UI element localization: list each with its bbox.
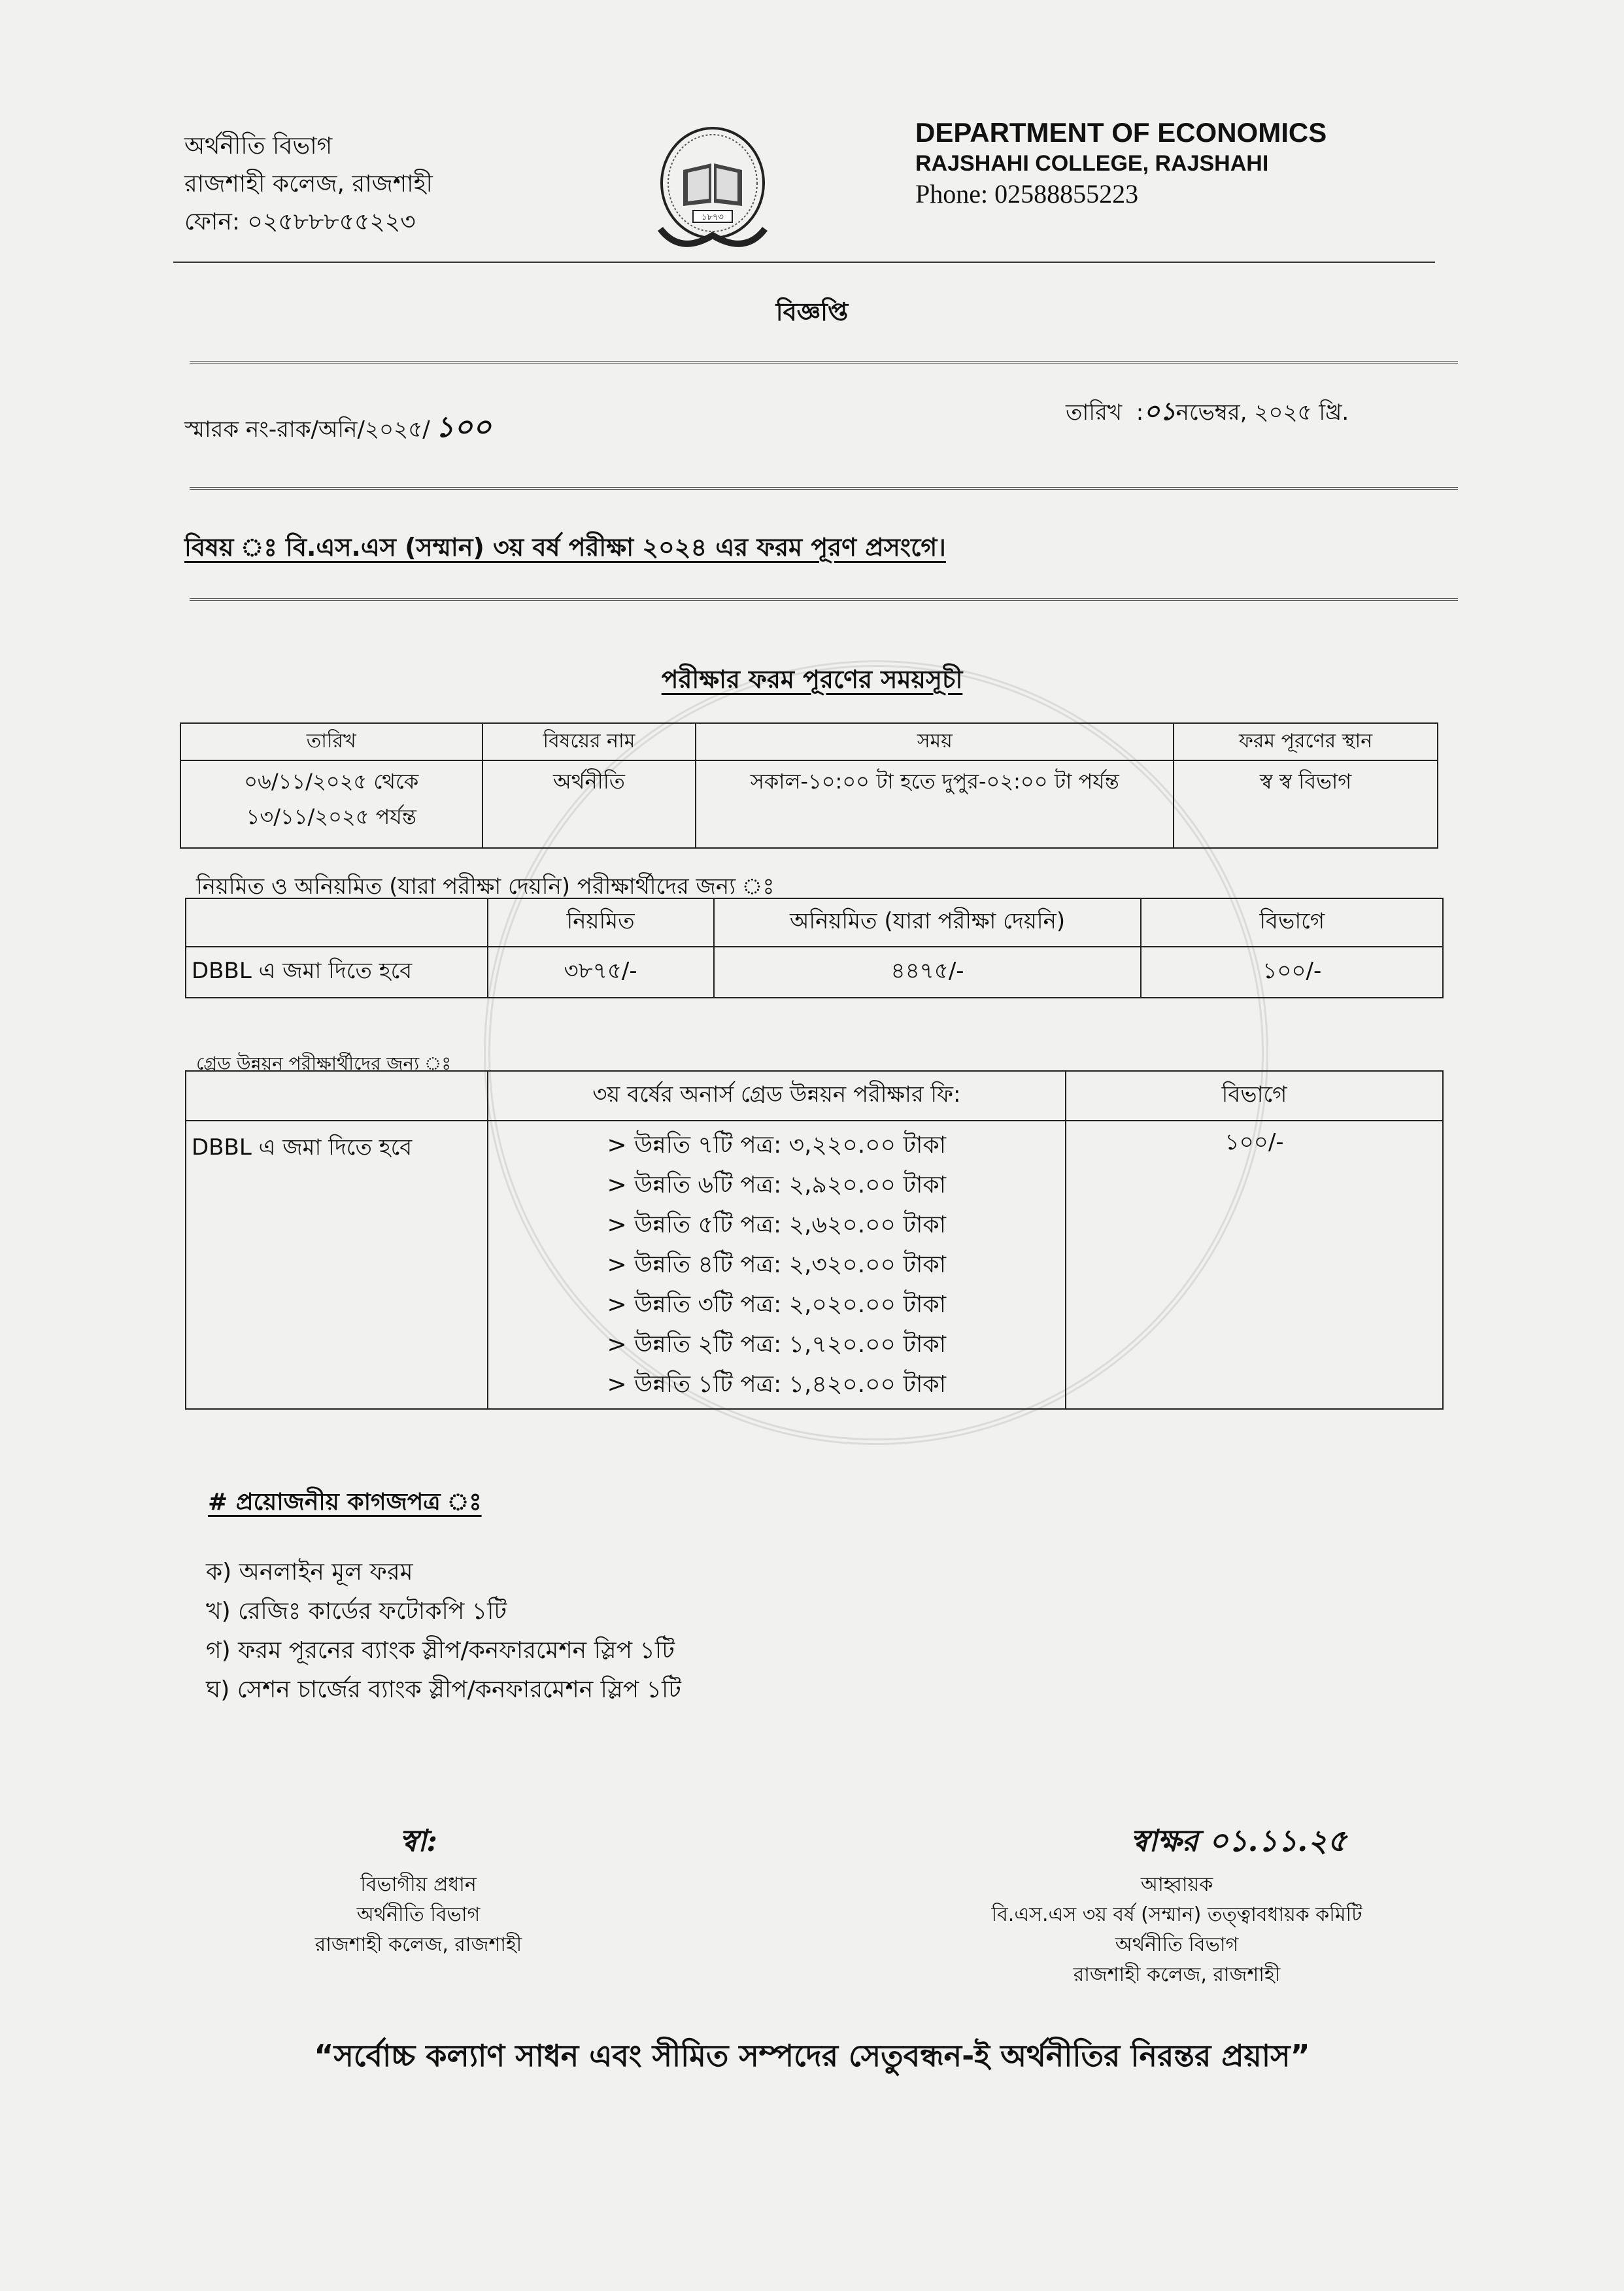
list-item: খ) রেজিঃ কার্ডের ফটোকপি ১টি <box>206 1598 507 1625</box>
signature-college: রাজশাহী কলেজ, রাজশাহী <box>1073 1963 1281 1986</box>
list-item: ঘ) সেশন চার্জের ব্যাংক স্লীপ/কনফারমেশন স্লিপ ১টি <box>206 1676 681 1703</box>
header-college-bn: রাজশাহী কলেজ, রাজশাহী <box>184 171 433 197</box>
schedule-header-subject: বিষয়ের নাম <box>482 723 696 760</box>
list-item: ক) অনলাইন মূল ফরম <box>206 1559 413 1586</box>
regular-header-dept: বিভাগে <box>1141 898 1443 947</box>
signature-block-head <box>275 1811 562 1960</box>
list-item: > উন্নতি ৭টি পত্র: ৩,২২০.০০ টাকা <box>607 1132 947 1159</box>
divider <box>190 361 1458 364</box>
memo-handwritten-number: ১০০ <box>435 411 492 444</box>
divider <box>190 598 1458 601</box>
signature-title: বিভাগীয় প্রধান <box>360 1873 477 1896</box>
grade-header-dept: বিভাগে <box>1066 1071 1443 1121</box>
grade-section-label: গ্রেড উন্নয়ন পরীক্ষার্থীদের জন্য ঃ <box>196 1053 452 1074</box>
regular-fee: ৩৮৭৫/- <box>488 947 714 998</box>
memo-label: স্মারক নং-রাক/অনি/২০২৫/ <box>184 416 430 443</box>
signature-college: রাজশাহী কলেজ, রাজশাহী <box>314 1933 522 1956</box>
schedule-header-date: তারিখ <box>180 723 482 760</box>
grade-fee-cell <box>488 1121 1066 1409</box>
date-rest: নভেম্বর, ২০২৫ খ্রি. <box>1176 399 1349 426</box>
requirements-title: # প্রয়োজনীয় কাগজপত্র ঃ <box>208 1489 482 1516</box>
grade-header-row <box>186 1071 1443 1121</box>
signature-scribble: স্বা: <box>399 1823 438 1858</box>
grade-fee-table <box>185 1070 1444 1410</box>
signature-dept: অর্থনীতি বিভাগ <box>1115 1933 1239 1956</box>
header-bangla <box>184 127 433 241</box>
signature-block-convener <box>928 1811 1425 1990</box>
header-college-en: RAJSHAHI COLLEGE, RAJSHAHI <box>915 151 1269 176</box>
grade-dept-fee: ১০০/- <box>1066 1121 1443 1409</box>
schedule-title: পরীক্ষার ফরম পূরণের সময়সূচী <box>661 665 963 694</box>
schedule-header-row <box>180 723 1438 760</box>
divider <box>190 487 1458 490</box>
list-item: গ) ফরম পূরনের ব্যাংক স্লীপ/কনফারমেশন স্লিপ ১টি <box>206 1637 675 1664</box>
header-dept-en: DEPARTMENT OF ECONOMICS <box>915 117 1327 148</box>
notice-title: বিজ্ঞপ্তি <box>775 297 849 326</box>
schedule-table <box>180 722 1438 849</box>
table-row <box>186 947 1443 998</box>
header-dept-bn: অর্থনীতি বিভাগ <box>184 133 333 160</box>
requirements-list <box>206 1553 681 1710</box>
schedule-subject-cell: অর্থনীতি <box>482 760 696 848</box>
regular-row-label: DBBL এ জমা দিতে হবে <box>186 947 488 998</box>
grade-fee-list <box>494 1125 1060 1404</box>
date-label: তারিখ <box>1066 399 1123 426</box>
grade-header-fee: ৩য় বর্ষের অনার্স গ্রেড উন্নয়ন পরীক্ষার ফি: <box>488 1071 1066 1121</box>
regular-section-label: নিয়মিত ও অনিয়মিত (যারা পরীক্ষা দেয়নি) পরীক্ষার্থীদের জন্য ঃ <box>196 874 775 900</box>
signature-committee: বি.এস.এস ৩য় বর্ষ (সম্মান) তত্ত্বাবধায়ক কমিটি <box>991 1903 1362 1926</box>
header-phone-en: Phone: 02588855223 <box>915 179 1139 209</box>
table-row <box>186 1121 1443 1409</box>
regular-fee-table <box>185 898 1444 998</box>
list-item: > উন্নতি ১টি পত্র: ১,৪২০.০০ টাকা <box>607 1371 947 1398</box>
regular-header-row <box>186 898 1443 947</box>
grade-header-blank <box>186 1071 488 1121</box>
regular-header-irregular: অনিয়মিত (যারা পরীক্ষা দেয়নি) <box>714 898 1142 947</box>
signature-scribble: স্বাক্ষর ০১.১১.২৫ <box>1130 1823 1347 1858</box>
memo-number <box>184 405 492 453</box>
schedule-date-from: ০৬/১১/২০২৫ থেকে <box>244 769 419 794</box>
schedule-place-cell: স্ব স্ব বিভাগ <box>1174 760 1438 848</box>
logo-year: ১৮৭৩ <box>702 212 724 222</box>
list-item: > উন্নতি ৫টি পত্র: ২,৬২০.০০ টাকা <box>607 1212 947 1238</box>
header-phone-bn: ফোন: ০২৫৮৮৮৫৫২২৩ <box>184 209 416 235</box>
regular-header-regular: নিয়মিত <box>488 898 714 947</box>
schedule-header-time: সময় <box>696 723 1174 760</box>
signature-title: আহ্বায়ক <box>1140 1873 1213 1896</box>
signature-dept: অর্থনীতি বিভাগ <box>356 1903 481 1926</box>
subject-line: বিষয় ঃ বি.এস.এস (সম্মান) ৩য় বর্ষ পরীক্ষা ২০২৪ এর ফরম পূরণ প্রসংগে। <box>184 533 946 562</box>
irregular-fee: ৪৪৭৫/- <box>714 947 1142 998</box>
regular-dept-fee: ১০০/- <box>1141 947 1443 998</box>
schedule-time-cell: সকাল-১০:০০ টা হতে দুপুর-০২:০০ টা পর্যন্ত <box>696 760 1174 848</box>
grade-row-label: DBBL এ জমা দিতে হবে <box>186 1121 488 1409</box>
list-item: > উন্নতি ৪টি পত্র: ২,৩২০.০০ টাকা <box>607 1251 947 1278</box>
college-logo-icon <box>654 124 771 255</box>
regular-header-blank <box>186 898 488 947</box>
list-item: > উন্নতি ২টি পত্র: ১,৭২০.০০ টাকা <box>607 1331 947 1358</box>
motto: “সর্বোচ্চ কল্যাণ সাধন এবং সীমিত সম্পদের সেতুবন্ধন-ই অর্থনীতির নিরন্তর প্রয়াস” <box>314 2038 1310 2073</box>
date-handwritten-day: ০১ <box>1143 397 1176 426</box>
list-item: > উন্নতি ৩টি পত্র: ২,০২০.০০ টাকা <box>607 1291 947 1318</box>
schedule-date-cell <box>180 760 482 848</box>
header-english <box>915 116 1327 211</box>
header-divider <box>173 262 1435 263</box>
list-item: > উন্নতি ৬টি পত্র: ২,৯২০.০০ টাকা <box>607 1172 947 1198</box>
schedule-date-to: ১৩/১১/২০২৫ পর্যন্ত <box>246 804 416 829</box>
table-row <box>180 760 1438 848</box>
schedule-header-place: ফরম পূরণের স্থান <box>1174 723 1438 760</box>
notice-date: তারিখ :০১নভেম্বর, ২০২৫ খ্রি. <box>1066 397 1349 426</box>
